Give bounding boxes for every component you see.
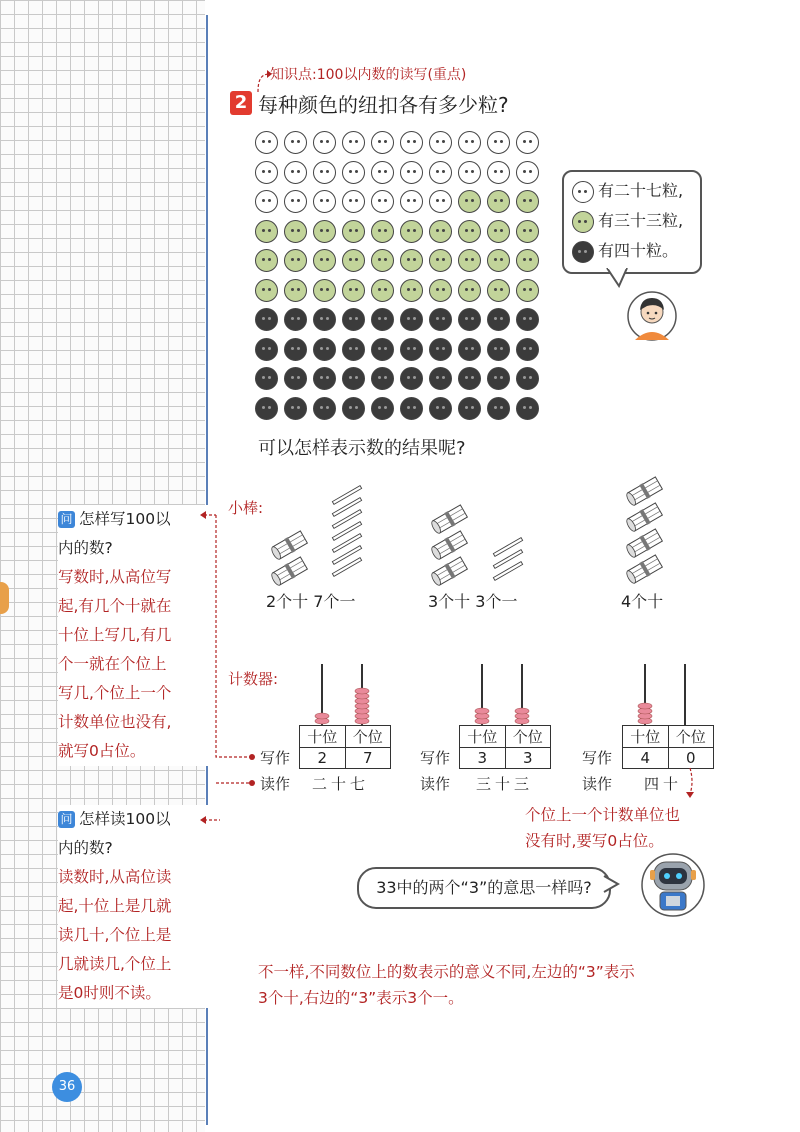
read-value: 二十七: [312, 775, 370, 793]
stick-bundle: [270, 556, 308, 587]
white-button: [458, 161, 481, 184]
dark-button: [371, 308, 394, 331]
side-note-answer-line: 写数时,从高位写: [58, 568, 172, 586]
stick-bundle: [430, 530, 468, 561]
green-button: [516, 220, 539, 243]
abacus-bead: [355, 688, 369, 694]
green-button-icon: [572, 211, 594, 233]
write-label: 写作: [582, 749, 613, 767]
dark-button-icon: [572, 241, 594, 263]
tens-header: 十位: [623, 726, 669, 748]
green-button: [371, 279, 394, 302]
read-value: 四十: [644, 775, 683, 793]
white-button: [255, 131, 278, 154]
green-button: [429, 279, 452, 302]
abacus-table: [299, 725, 391, 769]
side-note-read: [58, 805, 210, 1008]
read-label: 读作: [420, 775, 451, 793]
stick-bundle: [625, 476, 663, 507]
tens-header: 十位: [460, 726, 506, 748]
white-button: [255, 161, 278, 184]
dark-button: [284, 367, 307, 390]
sticks-illustration: [255, 475, 705, 590]
abacus-label: 计数器:: [228, 670, 279, 688]
green-button: [400, 249, 423, 272]
read-label: 读作: [582, 775, 613, 793]
speech-tail: [602, 874, 622, 894]
white-button: [313, 161, 336, 184]
ones-digit: 7: [345, 748, 391, 769]
dark-button: [458, 397, 481, 420]
side-note-answer-line: 读数时,从高位读: [58, 868, 172, 886]
green-button: [342, 249, 365, 272]
white-button: [371, 131, 394, 154]
white-button: [284, 131, 307, 154]
white-button: [429, 190, 452, 213]
dark-button: [313, 397, 336, 420]
tens-header: 十位: [300, 726, 346, 748]
dark-button: [371, 338, 394, 361]
sticks-label: 小棒:: [228, 499, 264, 517]
zero-note-line: 没有时,要写0占位。: [525, 832, 664, 850]
white-button: [342, 161, 365, 184]
dark-button: [458, 367, 481, 390]
white-button: [284, 161, 307, 184]
answer-line: 不一样,不同数位上的数表示的意义不同,左边的“3”表示: [258, 963, 635, 981]
green-button: [487, 249, 510, 272]
dark-button: [487, 367, 510, 390]
dark-button: [342, 397, 365, 420]
dark-button: [487, 397, 510, 420]
white-button: [487, 131, 510, 154]
green-button: [342, 279, 365, 302]
green-button: [458, 220, 481, 243]
zero-note-line: 个位上一个计数单位也: [525, 806, 681, 824]
abacus-rods: [290, 660, 730, 726]
side-note-question-line: 内的数?: [58, 839, 113, 857]
green-button: [342, 220, 365, 243]
side-note-answer-line: 十位上写几,有几: [58, 626, 172, 644]
question-icon: 问: [58, 811, 75, 828]
write-label: 写作: [420, 749, 451, 767]
dark-button: [255, 367, 278, 390]
green-button: [313, 279, 336, 302]
problem-number: 2: [230, 91, 252, 115]
side-note-answer-line: 写几,个位上一个: [58, 684, 172, 702]
buttons-grid: [255, 131, 535, 421]
tens-digit: 4: [623, 748, 669, 769]
page-tab: [0, 582, 9, 614]
green-button: [313, 220, 336, 243]
problem-question: 每种颜色的纽扣各有多少粒?: [258, 93, 509, 117]
white-button: [400, 161, 423, 184]
green-button: [255, 220, 278, 243]
side-note-answer-line: 起,有几个十就在: [58, 597, 172, 615]
dark-button: [255, 397, 278, 420]
green-button: [516, 249, 539, 272]
green-button: [284, 279, 307, 302]
white-button: [313, 131, 336, 154]
green-button: [429, 220, 452, 243]
dark-button: [284, 338, 307, 361]
bubble-tail: [605, 268, 635, 288]
abacus-bead: [475, 708, 489, 714]
white-button-icon: [572, 181, 594, 203]
green-button: [371, 220, 394, 243]
count-bubble: [562, 170, 702, 274]
bubble-line: 有四十粒。: [598, 241, 679, 260]
stick-bundle: [430, 556, 468, 587]
green-button: [371, 249, 394, 272]
white-button: [371, 190, 394, 213]
abacus-table: [622, 725, 714, 769]
dark-button: [342, 308, 365, 331]
white-button: [313, 190, 336, 213]
dark-button: [516, 397, 539, 420]
green-button: [487, 279, 510, 302]
side-note-answer-line: 是0时则不读。: [58, 984, 161, 1002]
side-note-write: [58, 505, 210, 766]
white-button: [342, 131, 365, 154]
answer-line: 3个十,右边的“3”表示3个一。: [258, 989, 464, 1007]
dark-button: [313, 367, 336, 390]
white-button: [458, 131, 481, 154]
dark-button: [255, 308, 278, 331]
side-note-answer-line: 计数单位也没有,: [58, 713, 172, 731]
white-button: [371, 161, 394, 184]
abacus-table: [459, 725, 551, 769]
dark-button: [400, 397, 423, 420]
green-button: [487, 190, 510, 213]
dark-button: [516, 367, 539, 390]
ones-header: 个位: [668, 726, 714, 748]
page-number: 36: [52, 1072, 82, 1102]
white-button: [487, 161, 510, 184]
white-button: [400, 131, 423, 154]
side-note-question-line: 怎样写100以: [79, 510, 171, 528]
connector-arrow-read: [190, 812, 230, 828]
ones-digit: 3: [505, 748, 551, 769]
dark-button: [342, 367, 365, 390]
white-button: [429, 131, 452, 154]
ones-digit: 0: [668, 748, 714, 769]
read-value: 三十三: [476, 775, 534, 793]
robot-question: 33中的两个“3”的意思一样吗?: [357, 867, 611, 909]
green-button: [516, 190, 539, 213]
dark-button: [458, 308, 481, 331]
dark-button: [284, 308, 307, 331]
abacus-bead: [515, 708, 529, 714]
read-label: 读作: [260, 775, 291, 793]
ones-header: 个位: [345, 726, 391, 748]
robot-avatar-icon: [640, 852, 706, 918]
dark-button: [284, 397, 307, 420]
dark-button: [371, 367, 394, 390]
green-button: [458, 249, 481, 272]
abacus-bead: [638, 703, 652, 709]
green-button: [400, 220, 423, 243]
side-note-answer-line: 起,十位上是几就: [58, 897, 172, 915]
stick-bundle: [270, 530, 308, 561]
dark-button: [400, 308, 423, 331]
dark-button: [371, 397, 394, 420]
bubble-line: 有三十三粒,: [598, 211, 684, 230]
green-button: [284, 220, 307, 243]
stick-bundle: [625, 528, 663, 559]
green-button: [284, 249, 307, 272]
white-button: [516, 131, 539, 154]
white-button: [284, 190, 307, 213]
dark-button: [458, 338, 481, 361]
dark-button: [313, 308, 336, 331]
boy-avatar-icon: [627, 290, 677, 342]
green-button: [458, 190, 481, 213]
tens-digit: 3: [460, 748, 506, 769]
sticks-caption: 4个十: [621, 592, 664, 611]
dark-button: [429, 338, 452, 361]
sub-question: 可以怎样表示数的结果呢?: [258, 438, 466, 459]
question-icon: 问: [58, 511, 75, 528]
dark-button: [313, 338, 336, 361]
side-note-question-line: 怎样读100以: [79, 810, 171, 828]
sticks-caption: 3个十 3个一: [428, 592, 518, 611]
green-button: [255, 279, 278, 302]
dark-button: [255, 338, 278, 361]
side-note-answer-line: 个一就在个位上: [58, 655, 167, 673]
stick-bundle: [625, 554, 663, 585]
white-button: [516, 161, 539, 184]
ones-header: 个位: [505, 726, 551, 748]
sticks-caption: 2个十 7个一: [266, 592, 356, 611]
green-button: [429, 249, 452, 272]
side-note-answer-line: 读几十,个位上是: [58, 926, 172, 944]
dark-button: [400, 338, 423, 361]
abacus-bead: [315, 713, 329, 719]
side-note-answer-line: 就写0占位。: [58, 742, 146, 760]
zero-note-arrow: [680, 766, 700, 800]
stick-bundle: [625, 502, 663, 533]
dark-button: [487, 308, 510, 331]
write-label: 写作: [260, 749, 291, 767]
knowledge-tag: 知识点:100以内数的读写(重点): [270, 67, 467, 83]
white-button: [342, 190, 365, 213]
dark-button: [516, 338, 539, 361]
dark-button: [487, 338, 510, 361]
green-button: [400, 279, 423, 302]
green-button: [487, 220, 510, 243]
dark-button: [516, 308, 539, 331]
tens-digit: 2: [300, 748, 346, 769]
dark-button: [429, 397, 452, 420]
white-button: [429, 161, 452, 184]
white-button: [255, 190, 278, 213]
bubble-line: 有二十七粒,: [598, 181, 684, 200]
dark-button: [429, 308, 452, 331]
dark-button: [400, 367, 423, 390]
green-button: [458, 279, 481, 302]
side-note-question-line: 内的数?: [58, 539, 113, 557]
stick-bundle: [430, 504, 468, 535]
side-note-answer-line: 几就读几,个位上: [58, 955, 172, 973]
dark-button: [429, 367, 452, 390]
green-button: [313, 249, 336, 272]
dark-button: [342, 338, 365, 361]
white-button: [400, 190, 423, 213]
green-button: [255, 249, 278, 272]
green-button: [516, 279, 539, 302]
